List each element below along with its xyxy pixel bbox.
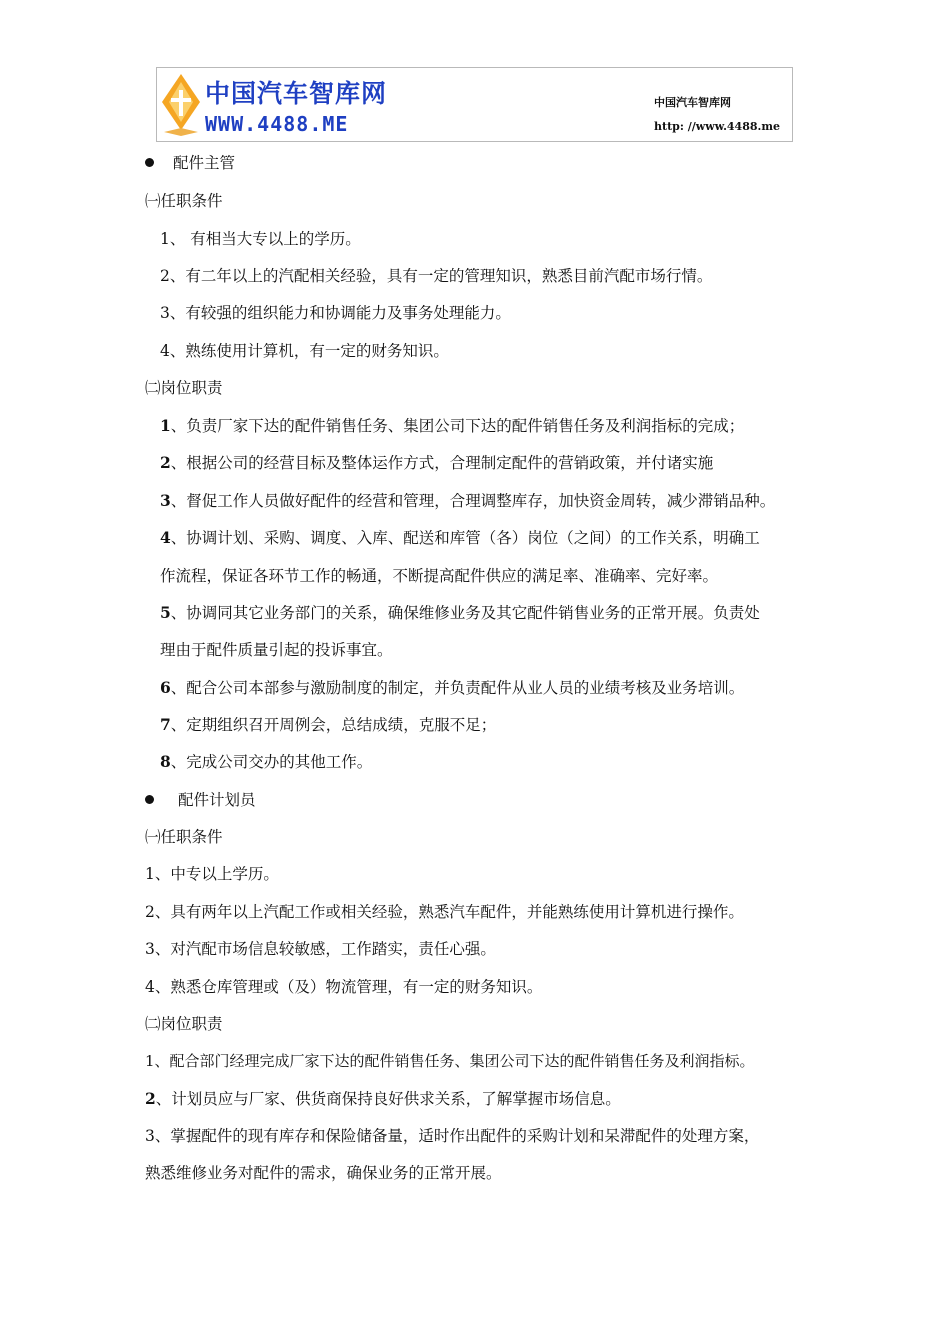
list-item: 3、对汽配市场信息较敏感，工作踏实，责任心强。 [145, 940, 496, 958]
list-item-continuation: 作流程，保证各环节工作的畅通，不断提高配件供应的满足率、准确率、完好率。 [160, 567, 719, 585]
list-item-continuation: 理由于配件质量引起的投诉事宜。 [160, 641, 393, 659]
section-title-text: 配件计划员 [178, 791, 256, 809]
list-item: 2、计划员应与厂家、供货商保持良好供求关系，了解掌握市场信息。 [145, 1089, 621, 1108]
bullet-icon [145, 158, 154, 167]
site-name: 中国汽车智库网 [654, 96, 731, 109]
list-item: 1、负责厂家下达的配件销售任务、集团公司下达的配件销售任务及利润指标的完成； [160, 416, 745, 435]
logo-icon [160, 72, 202, 136]
list-item: 3、督促工作人员做好配件的经营和管理，合理调整库存，加快资金周转，减少滞销品种。 [160, 491, 776, 510]
list-item: 1、 有相当大专以上的学历。 [160, 230, 361, 248]
list-item: 4、协调计划、采购、调度、入库、配送和库管（各）岗位（之间）的工作关系，明确工 [160, 528, 760, 547]
list-item: 7、定期组织召开周例会，总结成绩，克服不足； [160, 715, 497, 734]
list-item: 3、有较强的组织能力和协调能力及事务处理能力。 [160, 304, 511, 322]
subheading: ㈠任职条件 [145, 192, 223, 210]
section-title [145, 790, 256, 810]
list-item-continuation: 熟悉维修业务对配件的需求，确保业务的正常开展。 [145, 1164, 502, 1182]
logo-url: WWW.4488.ME [205, 112, 349, 136]
list-item: 5、协调同其它业务部门的关系，确保维修业务及其它配件销售业务的正常开展。负责处 [160, 603, 760, 622]
list-item: 2、有二年以上的汽配相关经验，具有一定的管理知识，熟悉目前汽配市场行情。 [160, 267, 713, 285]
subheading: ㈡岗位职责 [145, 379, 223, 397]
section-title [145, 153, 235, 173]
subheading: ㈡岗位职责 [145, 1015, 223, 1033]
header-banner [156, 67, 793, 142]
list-item: 8、完成公司交办的其他工作。 [160, 752, 373, 771]
site-url: http: //www.4488.me [654, 120, 780, 133]
list-item: 2、具有两年以上汽配工作或相关经验，熟悉汽车配件，并能熟练使用计算机进行操作。 [145, 903, 744, 921]
list-item: 1、中专以上学历。 [145, 865, 279, 883]
list-item: 3、掌握配件的现有库存和保险储备量，适时作出配件的采购计划和呆滞配件的处理方案， [145, 1127, 760, 1145]
list-item: 2、根据公司的经营目标及整体运作方式，合理制定配件的营销政策，并付诸实施 [160, 453, 714, 472]
list-item: 4、熟悉仓库管理或（及）物流管理，有一定的财务知识。 [145, 978, 543, 996]
list-item: 4、熟练使用计算机，有一定的财务知识。 [160, 342, 449, 360]
bullet-icon [145, 795, 154, 804]
logo-text: 中国汽车智库网 [205, 79, 388, 108]
subheading: ㈠任职条件 [145, 828, 223, 846]
list-item: 6、配合公司本部参与激励制度的制定，并负责配件从业人员的业绩考核及业务培训。 [160, 678, 745, 697]
list-item: 1、配合部门经理完成厂家下达的配件销售任务、集团公司下达的配件销售任务及利润指标。 [145, 1052, 755, 1070]
section-title-text: 配件主管 [173, 154, 236, 172]
